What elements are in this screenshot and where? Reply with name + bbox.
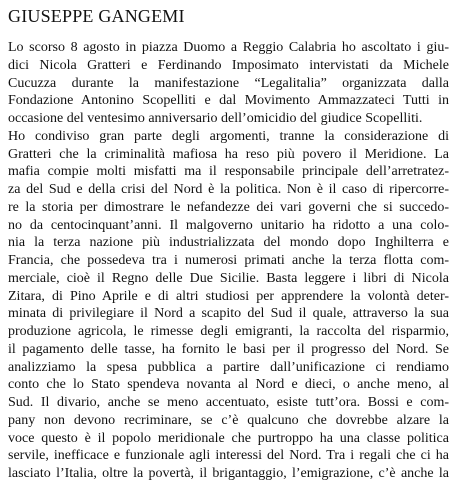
article-line: Francia, che possedeva tra i numerosi primati anche la terza flotta com-: [8, 253, 449, 268]
article-line: Zitara, di Pino Aprile e di altri studiosi per apprendere la volontà deter-: [8, 288, 449, 304]
article-line: dici Nicola Gratteri e Ferdinando Imposimato intervistati da Michele: [8, 57, 449, 73]
article-line: occasione del ventesimo anniversario dell’omicidio del giudice Scopelliti.: [8, 111, 423, 126]
article-line: produzione agricola, le rimesse degli emigranti, la raccolta del risparmio,: [8, 324, 449, 339]
article-line: servile, inefficace e funzionale agli interessi del Nord. Tra i regali che ci ha: [8, 448, 449, 464]
article-line: Cucuzza durante la manifestazione “Legalitalia” organizzata dalla: [8, 75, 449, 91]
article-line: Lo scorso 8 agosto in piazza Duomo a Reggio Calabria ho ascoltato i giu-: [8, 40, 449, 55]
article-line: voce questo è il popolo meridionale che purtroppo ha una classe politica: [8, 430, 449, 446]
article-line: conto che lo Stato spendeva novanta al Nord e dieci, o anche meno, al: [8, 377, 449, 393]
article-line: mafia compie molti misfatti ma il responsabile principale dell’arretratez-: [8, 164, 449, 180]
article-line: pany non devono recriminare, se c’è qualcuno che dovrebbe alzare la: [8, 412, 449, 428]
article-line: il pagamento delle tasse, ha fornito le basi per il progresso del Nord. Se: [8, 341, 449, 357]
article-body: [8, 39, 449, 483]
article-line: minata di privilegiare il Nord a scapito del Sud il quale, attraverso la sua: [8, 306, 449, 322]
article-line: Ho condiviso gran parte degli argomenti, tranne la considerazione di: [8, 128, 449, 144]
article-line: Gratteri che la criminalità mafiosa ha reso più povero il Meridione. La: [8, 146, 449, 162]
article-line: lasciato l’Italia, oltre la povertà, il brigantaggio, l’emigrazione, c’è anche la: [8, 466, 449, 481]
article-line: merciale, cioè il Regno delle Due Sicilie. Basta leggere i libri di Nicola: [8, 270, 449, 286]
article-line: Fondazione Antonino Scopelliti e dal Movimento Ammazzateci Tutti in: [8, 93, 449, 109]
article-line: za del Sud e della crisi del Nord è la politica. Non è il caso di ripercorre-: [8, 182, 449, 197]
article-line: nia la terza nazione più industrializzata del mondo dopo Inghilterra e: [8, 235, 449, 251]
article-line: analizziamo la spesa pubblica a partire dall’unificazione ci rendiamo: [8, 359, 449, 375]
article-line: Sud. Il divario, anche se meno accentuato, esiste tutt’ora. Bossi e com-: [8, 395, 449, 410]
author-name: GIUSEPPE GANGEMI: [8, 6, 185, 26]
article-line: no da centocinquant’anni. Il malgoverno unitario ha ridotto a una colo-: [8, 217, 449, 233]
article-line: re la storia per dimostrare le nefandezze dei vari governi che si succedo-: [8, 199, 449, 215]
